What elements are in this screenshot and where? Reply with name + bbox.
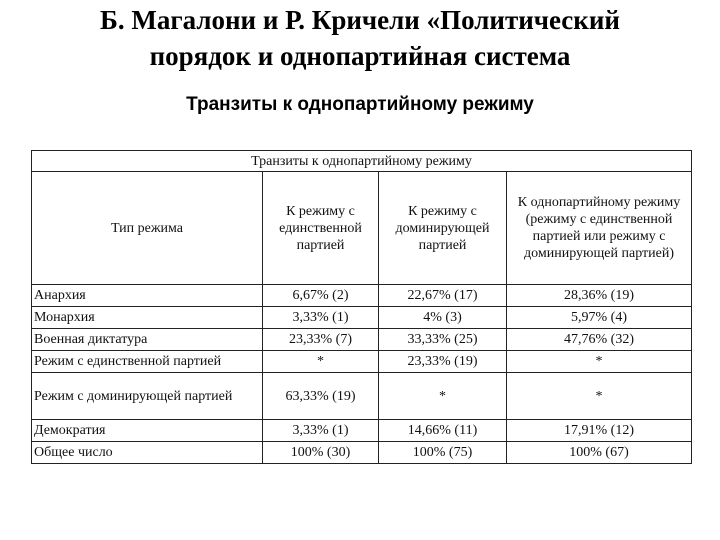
cell-single: 6,67% (2) — [263, 285, 379, 307]
cell-one-party: * — [507, 373, 692, 420]
row-label: Режим с единственной партией — [32, 351, 263, 373]
table-row — [32, 351, 692, 373]
cell-single: * — [263, 351, 379, 373]
table-caption-row — [32, 151, 692, 172]
transitions-table — [31, 150, 692, 464]
cell-one-party: 100% (67) — [507, 442, 692, 464]
slide-title-line-2: порядок и однопартийная система — [149, 41, 571, 71]
row-label: Общее число — [32, 442, 263, 464]
cell-one-party: 5,97% (4) — [507, 307, 692, 329]
header-one-party: К однопартийному режиму (режиму с единственной партией или режиму с доминирующей партией) — [507, 172, 692, 285]
row-label: Демократия — [32, 420, 263, 442]
cell-dominant: 23,33% (19) — [379, 351, 507, 373]
cell-one-party: 47,76% (32) — [507, 329, 692, 351]
cell-single: 23,33% (7) — [263, 329, 379, 351]
slide-subtitle: Транзиты к однопартийному режиму — [186, 94, 534, 115]
table-row — [32, 329, 692, 351]
slide-title-line-1: Б. Магалони и Р. Кричели «Политический — [100, 5, 620, 35]
table-row — [32, 285, 692, 307]
slide-title — [0, 2, 720, 74]
table-header-row — [32, 172, 692, 285]
header-dominant-party: К режиму с доминирующей партией — [379, 172, 507, 285]
cell-single: 3,33% (1) — [263, 420, 379, 442]
cell-single: 100% (30) — [263, 442, 379, 464]
table-row — [32, 420, 692, 442]
table-row — [32, 307, 692, 329]
table-row — [32, 442, 692, 464]
row-label: Режим с доминирующей партией — [32, 373, 263, 420]
cell-single: 3,33% (1) — [263, 307, 379, 329]
cell-dominant: * — [379, 373, 507, 420]
row-label: Монархия — [32, 307, 263, 329]
table-caption: Транзиты к однопартийному режиму — [32, 151, 692, 172]
cell-dominant: 33,33% (25) — [379, 329, 507, 351]
cell-dominant: 14,66% (11) — [379, 420, 507, 442]
cell-dominant: 100% (75) — [379, 442, 507, 464]
cell-one-party: 17,91% (12) — [507, 420, 692, 442]
header-regime-type: Тип режима — [32, 172, 263, 285]
row-label: Анархия — [32, 285, 263, 307]
header-single-party: К режиму с единственной партией — [263, 172, 379, 285]
cell-dominant: 4% (3) — [379, 307, 507, 329]
cell-single: 63,33% (19) — [263, 373, 379, 420]
cell-dominant: 22,67% (17) — [379, 285, 507, 307]
cell-one-party: * — [507, 351, 692, 373]
row-label: Военная диктатура — [32, 329, 263, 351]
table-row — [32, 373, 692, 420]
cell-one-party: 28,36% (19) — [507, 285, 692, 307]
